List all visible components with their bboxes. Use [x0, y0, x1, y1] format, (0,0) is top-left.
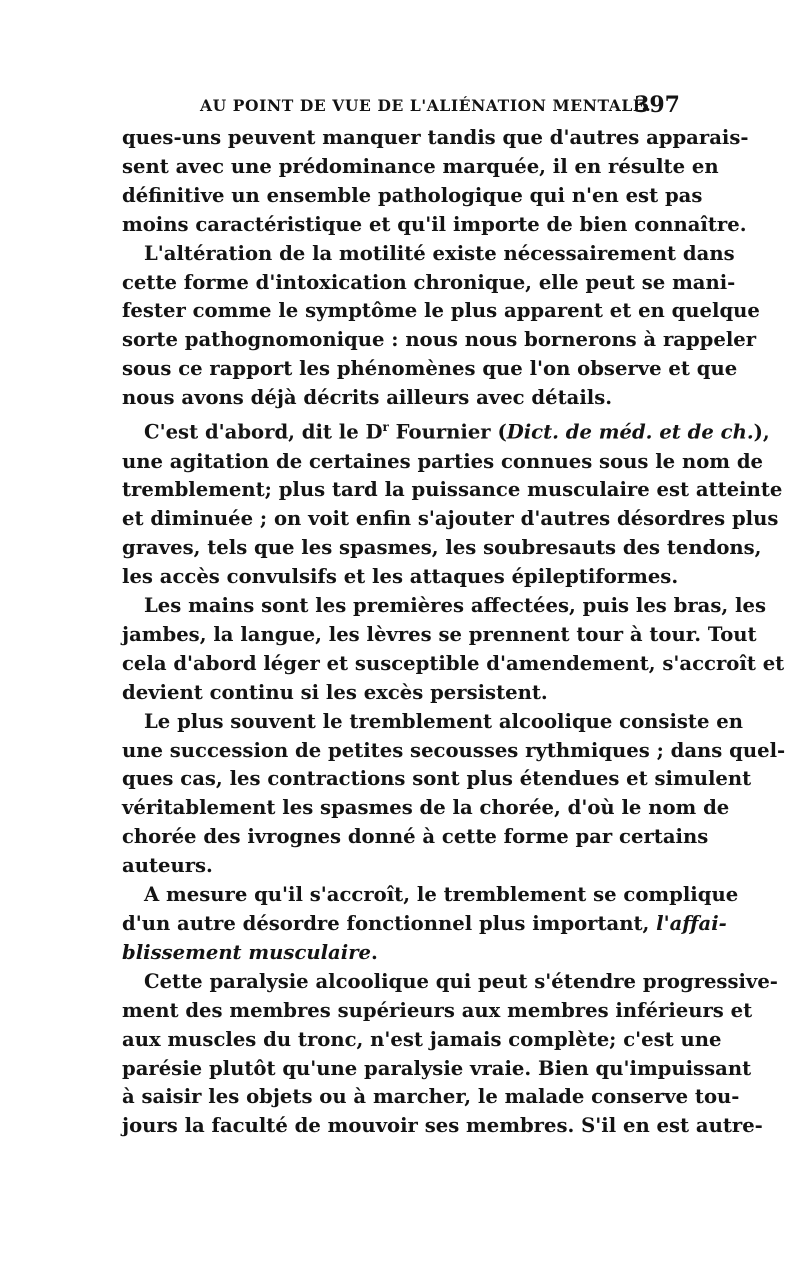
text-line: une succession de petites secousses rythmiques ; dans quel-: [122, 738, 786, 762]
paragraph: [122, 881, 739, 968]
text-line: [122, 939, 672, 968]
text-line: ques-uns peuvent manquer tandis que d'autres apparais-: [122, 126, 749, 149]
text-line: une agitation de certaines parties connues sous le nom de: [122, 449, 764, 473]
text-line: A mesure qu'il s'accroît, le tremblement se complique: [144, 883, 739, 907]
text-line: jours la faculté de mouvoir ses membres. S'il en est autre-: [122, 1114, 763, 1138]
running-title: AU POINT DE VUE DE L'ALIÉNATION MENTALE.: [200, 96, 652, 115]
text-line: fester comme le symptôme le plus apparent et en quelque: [122, 299, 760, 323]
text-line: sorte pathognomonique : nous nous bornerons à rappeler: [122, 328, 757, 352]
text-fragment: d'un autre désordre fonctionnel plus important,: [122, 912, 657, 935]
page-number: 397: [634, 92, 680, 118]
italic-term: blissement musculaire: [122, 940, 371, 964]
superscript: r: [382, 420, 389, 435]
text-line: moins caractéristique et qu'il importe de bien connaître.: [122, 212, 747, 236]
text-line: L'altération de la motilité existe nécessairement dans: [144, 241, 735, 265]
text-line: sent avec une prédominance marquée, il en résulte en: [122, 154, 719, 178]
text-line: jambes, la langue, les lèvres se prennent tour à tour. Tout: [122, 622, 757, 646]
text-line: devient continu si les excès persistent.: [122, 680, 548, 704]
paragraph: [122, 968, 778, 1141]
text-line: Cette paralysie alcoolique qui peut s'étendre progressive-: [144, 969, 778, 993]
text-line: Le plus souvent le tremblement alcoolique consiste en: [144, 709, 743, 733]
text-line: [122, 413, 770, 447]
text-line: aux muscles du tronc, n'est jamais complète; c'est une: [122, 1027, 722, 1051]
text-line: ment des membres supérieurs aux membres inférieurs et: [122, 998, 753, 1022]
text-fragment: C'est d'abord, dit le D: [144, 420, 383, 444]
text-line: ques cas, les contractions sont plus étendues et simulent: [122, 767, 752, 791]
running-head: [122, 92, 680, 122]
text-line: auteurs.: [122, 854, 213, 878]
text-fragment: .: [371, 940, 378, 964]
text-line: parésie plutôt qu'une paralysie vraie. Bien qu'impuissant: [122, 1056, 752, 1080]
text-line: nous avons déjà décrits ailleurs avec détails.: [122, 386, 613, 410]
text-line: tremblement; plus tard la puissance musculaire est atteinte: [122, 478, 783, 502]
text-line: cette forme d'intoxication chronique, elle peut se mani-: [122, 270, 736, 294]
paragraph: [122, 413, 783, 592]
paragraph: [122, 592, 785, 708]
text-line: graves, tels que les spasmes, les soubresauts des tendons,: [122, 536, 762, 560]
text-line: sous ce rapport les phénomènes que l'on observe et que: [122, 357, 738, 381]
text-line: Les mains sont les premières affectées, puis les bras, les: [144, 594, 766, 618]
paragraph: [122, 240, 760, 413]
text-fragment: ),: [753, 420, 770, 444]
text-line: les accès convulsifs et les attaques épileptiformes.: [122, 565, 679, 589]
body-text: [122, 124, 786, 1141]
italic-citation: Dict. de méd. et de ch.: [506, 420, 754, 444]
text-line: cela d'abord léger et susceptible d'amendement, s'accroît et: [122, 651, 785, 675]
text-line: et diminuée ; on voit enfin s'ajouter d'autres désordres plus: [122, 507, 779, 531]
text-line: chorée des ivrognes donné à cette forme par certains: [122, 825, 709, 849]
italic-term: l'affai-: [656, 912, 727, 935]
text-line: [122, 910, 727, 939]
text-line: véritablement les spasmes de la chorée, d'où le nom de: [122, 796, 730, 820]
paragraph: [122, 708, 786, 881]
text-line: définitive un ensemble pathologique qui n'en est pas: [122, 183, 703, 207]
paragraph: [122, 124, 749, 240]
text-line: à saisir les objets ou à marcher, le malade conserve tou-: [122, 1085, 740, 1109]
text-fragment: Fournier (: [388, 420, 507, 444]
